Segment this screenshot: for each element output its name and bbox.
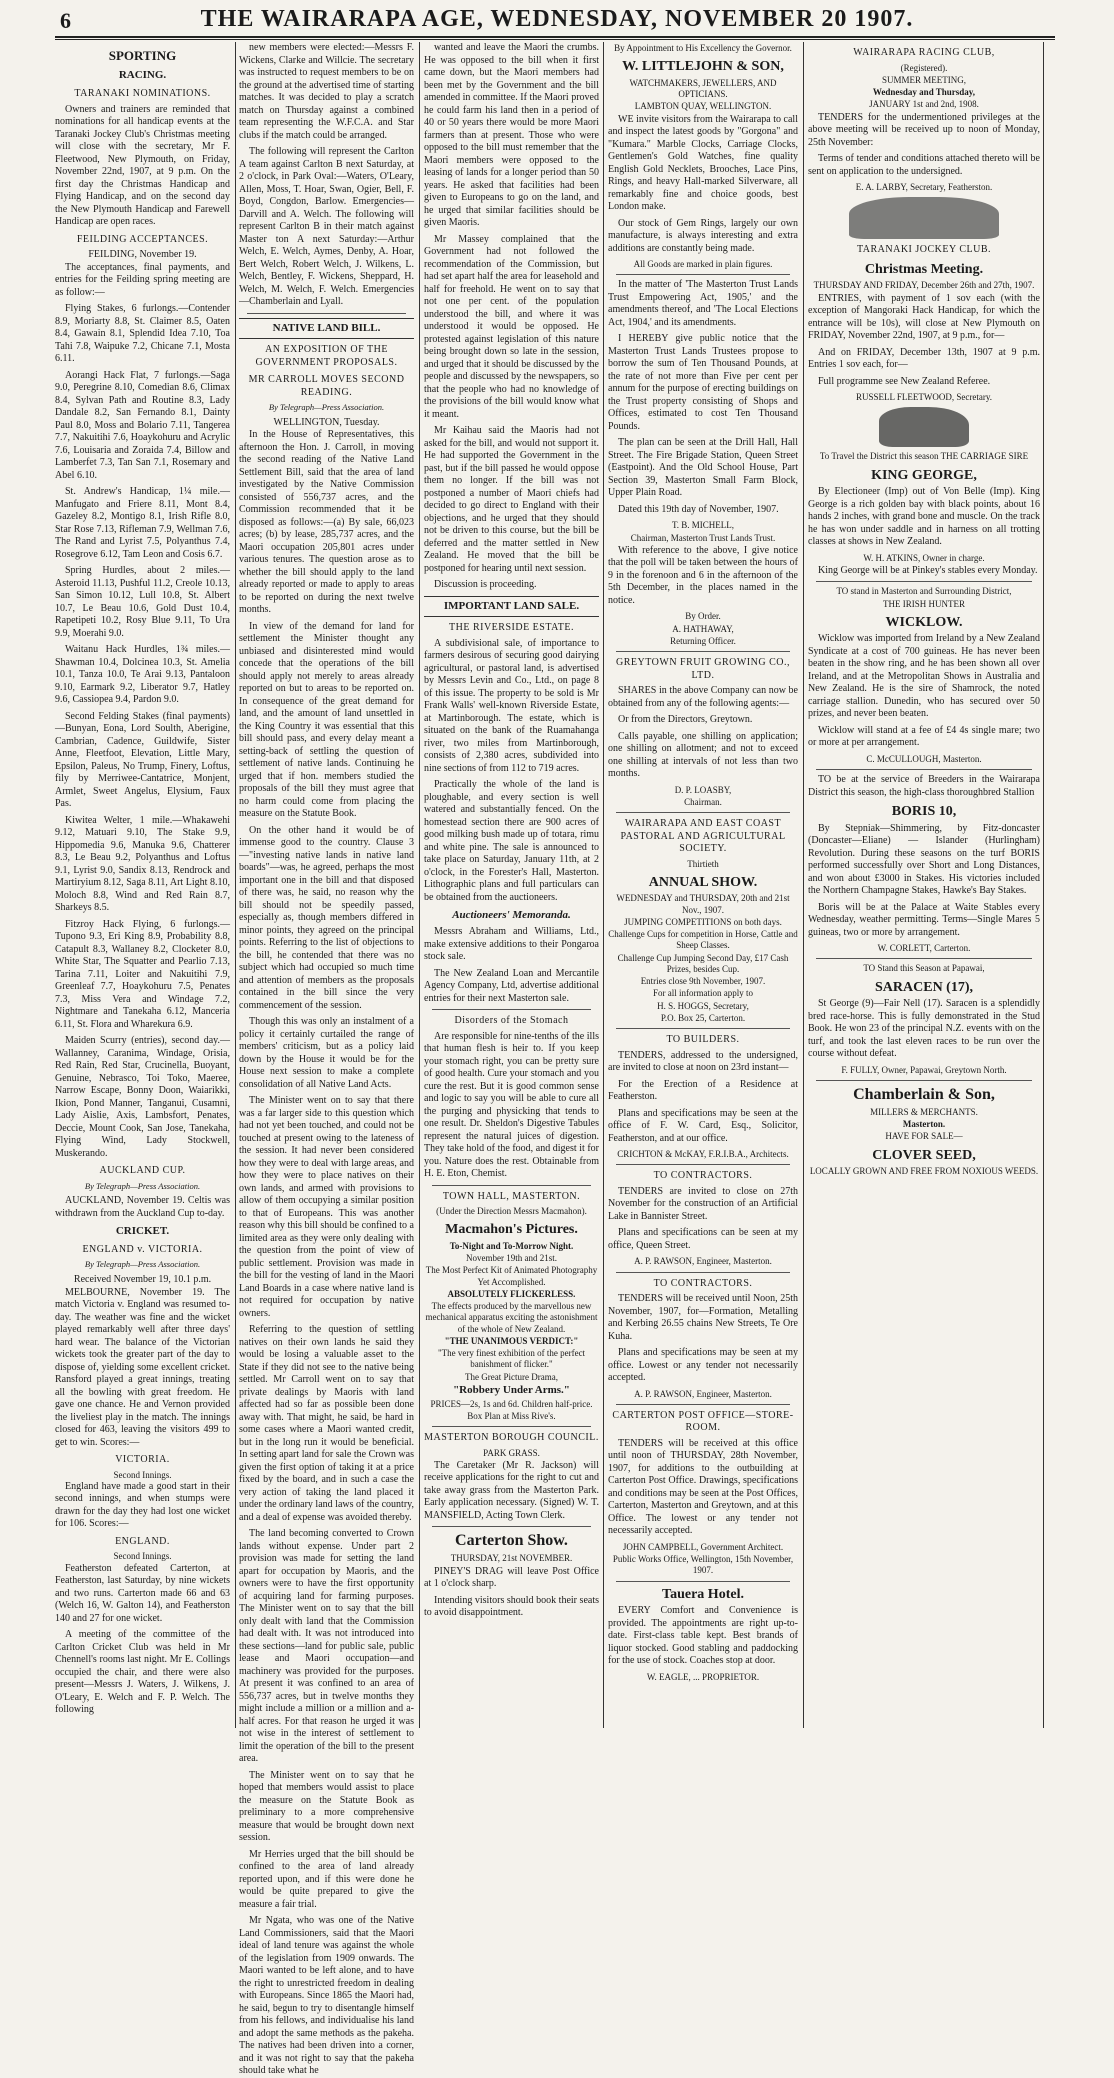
paragraph: Full programme see New Zealand Referee. [818, 375, 991, 387]
ad-text: Public Works Office, Wellington, 15th November, 1907. [612, 1554, 794, 1576]
horse-illustration [879, 407, 969, 447]
paragraph: King George will be at Pinkey's stables every Monday. [818, 564, 1038, 576]
paragraph: I HEREBY give public notice that the Masterton Trust Lands Trustees propose to borrow the sum of Ten Thousand Pounds, at the rate of not more than Five per cent per annum for the purpose of erecting buildings on the Trust property consisting of Shops and Offices, estimated to cost Ten Thousand Pounds. [608, 333, 798, 432]
ad-text: (Under the Direction Messrs Macmahon). [436, 1206, 587, 1216]
ad-title: CLOVER SEED, [872, 1147, 976, 1163]
ad-text: HAVE FOR SALE— [885, 1131, 963, 1142]
ad-title: Tauera Hotel. [662, 1586, 744, 1602]
ad-text: November 19th and 21st. [466, 1253, 557, 1263]
signature: H. S. HOGGS, Secretary, [657, 1000, 749, 1011]
ad-heading: WAIRARAPA AND EAST COAST PASTORAL AND AGRICULTURAL SOCIETY. [620, 818, 786, 854]
ad-text: Thirtieth [687, 858, 719, 869]
ad-heading: TO CONTRACTORS. [653, 1277, 753, 1289]
paragraph: In the House of Representatives, this afternoon the Hon. J. Carroll, in moving the second reading of the Native Land Settlement Bill, said that the area of land investigated by the Native Commission consisted of 556,737 acres, and the Commission recommended that it be disposed as follows:—(a) By sale, 66,023 acres; (b) by lease, 285,737 acres, and the Maori occupation 205,801 acres under various tenures. The question arose as to whether the bill should apply to the land already reported or made to apply to areas to be reported on during the next twelve months. [239, 429, 414, 616]
column-rule [603, 42, 604, 1728]
paragraph: SHARES in the above Company can now be obtained from any of the following agents:— [608, 685, 798, 709]
signature: Chairman. [684, 796, 722, 807]
paragraph: Plans and specifications can be seen at my office, Queen Street. [608, 1227, 798, 1251]
ad-title: Chamberlain & Son, [853, 1085, 995, 1103]
paragraph: Wicklow will stand at a fee of £4 4s single mare; two or more at per arrangement. [808, 724, 1040, 749]
paragraph: The plan can be seen at the Drill Hall, Hall Street. The Fire Brigade Station, Queen Street (Eastpoint). And the Old School House, Part Section 39, Masterton Small Farm Block, Upper Plain Road. [608, 437, 798, 499]
paragraph: wanted and leave the Maori the crumbs. He was opposed to the bill when it first came down, but the Maori members had been met by the Government and the bill amended in committee. If the Maori proved he could farm his land then in a period of 40 or 50 years there would be more Maori farmers than at present. Those who were opposed to the bill must remember that the Maori members were opposed to the leasing of lands for a longer period than 50 years. He asked that facilities had been given to Europeans to go on the land, and he urged that similar facilities should be given Maoris. [424, 42, 599, 228]
paragraph: Calls payable, one shilling on application; one shilling on allotment; and not to exceed one shilling at intervals of not less than two months. [608, 730, 798, 779]
masthead-rule [55, 36, 1055, 38]
paragraph: Mr Massey complained that the Government had not followed the recommendation of the Commission, but had set apart half the area for leasehold and half for freehold. He went on to say that not one per cent. of the population understood the bill, and where it was understood it would be opposed. He protested against legislation of this nature being brought down so late in the session, and urged that it should be discussed by the people and discussed by the newspapers, so that the people who had no knowledge of the provisions of the bill would know what it meant. [424, 233, 599, 420]
subheading: AN EXPOSITION OF THE GOVERNMENT PROPOSALS. [255, 344, 398, 368]
column-land-sale [424, 42, 599, 1728]
paragraph: The Caretaker (Mr R. Jackson) will receive applications for the right to cut and take away grass from the Masterton Park. Early application necessary. (Signed) W. T. MANSFIELD, Acting Town Clerk. [424, 1459, 599, 1521]
ad-text: The effects produced by the marvellous new mechanical apparatus exciting the astonishment of the whole of New Zealand. [425, 1301, 598, 1334]
divider [616, 1028, 790, 1029]
signature: T. B. MICHELL, [671, 520, 735, 531]
ad-heading: TARANAKI JOCKEY CLUB. [856, 244, 992, 256]
column-rule [1043, 42, 1044, 1728]
ad-text: "Robbery Under Arms." [453, 1383, 570, 1396]
team-heading: ENGLAND. [115, 1535, 170, 1547]
paragraph: WE invite visitors from the Wairarapa to call and inspect the latest goods by "Gorgona" and "Kumara." Marble Clocks, Carriage Clocks, Gentlemen's Gold Watches, fine quality English Gold Necklets, Brooches, Lace Pins, Rings, and heavy Hall-marked Silverware, all remarkably fine and choice goods, best London make. [608, 113, 798, 212]
paragraph: St George (9)—Fair Nell (17). Saracen is a splendidly bred race-horse. This is fully demonstrated in the Stud Book. He won 23 of the principal N.Z. events with on the turf, and took the last eleven races to be run over the course without defeat. [808, 998, 1040, 1059]
ad-heading: MASTERTON BOROUGH COUNCIL. [424, 1432, 599, 1443]
ad-title: W. LITTLEJOHN & SON, [622, 59, 784, 75]
paragraph: By Electioneer (Imp) out of Von Belle (Imp). King George is a rich golden bay with black points, about 16 hands 2 inches, with grand bone and muscle. On the track he has won under saddle and in harness on all trotting classes at shows in New Zealand. [808, 486, 1040, 547]
column-rule [803, 42, 804, 1728]
ad-text: Challenge Cups for competition in Horse, Cattle and Sheep Classes. [608, 929, 798, 951]
divider [816, 1080, 1032, 1081]
paragraph: Maiden Scurry (entries), second day.—Wallanney, Caranima, Windage, Orisia, Red Rain, Red Star, Crucinella, Buoyant, Genuine, Nebrasco, Toi Toko, Maeree, Narrow Escape, Bonny Doon, Waiarikki, Ikion, Pond Manner, Tanganui, Cusamni, Lady Aislie, Axis, Lambsfort, Penates, Deccie, Mount Cook, San Jose, Tanekaha, Flying Wind, Lady Stockwell, Muskerando. [55, 1035, 230, 1159]
innings-label: Second Innings. [113, 1469, 172, 1480]
subheading: CRICKET. [115, 1225, 170, 1238]
paragraph: The Minister went on to say that he hoped that members would assist to place the measure on the Statute Book as preliminary to a more comprehensive measure that would be brought down next session. [239, 1769, 414, 1844]
paragraph: A subdivisional sale, of importance to farmers desirous of securing good dairying agricultural, or pastoral land, is advertised by Messrs Levin and Co., Ltd., on page 8 of this issue. The property to be sold is Mr Frank Walls' well-known Riverside Estate, at Martinborough. The estate, which is situated on the bank of the Ruamahanga river, two miles from Martinborough, consists of 2,380 acres, subdivided into nine sections of from 112 to 719 acres. [424, 637, 599, 774]
divider [616, 1404, 790, 1405]
signature: P.O. Box 25, Carterton. [660, 1012, 746, 1023]
article-heading: IMPORTANT LAND SALE. [424, 596, 599, 618]
newspaper-title: THE WAIRARAPA AGE, WEDNESDAY, NOVEMBER 20 1907. [200, 6, 914, 32]
ad-text: "The very finest exhibition of the perfect banishment of flicker." [437, 1348, 586, 1370]
article-heading: NATIVE LAND BILL. [239, 318, 414, 340]
ad-text: JANUARY 1st and 2nd, 1908. [869, 99, 979, 110]
paragraph: EVERY Comfort and Convenience is provided. The appointments are right up-to-date. First-class table kept. Best brands of liquor stocked. Good stabling and paddocking for the use of stock. Coaches stop at door. [608, 1605, 798, 1666]
ad-title: ANNUAL SHOW. [648, 874, 758, 890]
ad-title: KING GEORGE, [871, 467, 977, 483]
paragraph: Practically the whole of the land is ploughable, and every section is well watered and substantially fenced. On the homestead section there are 900 acres of good milking bush made up of totara, rimu and white pine. The sale is announced to take place on Saturday, January 11th, at 2 o'clock, in the Forester's Hall, Masterton. Lithographic plans and full particulars can be obtained from the auctioneers. [424, 779, 599, 903]
paragraph: The following will represent the Carlton A team against Carlton B next Saturday, at 2 o'clock, in Park Oval:—Waters, O'Leary, Allen, Moss, T. Hoar, Swan, Ogier, Bell, F. Boyd, Congdon, Barlow. Emergencies—Darvill and A. Welch. The following will represent Carlton B in their match against Master ton A next Saturday:—Arthur Welch, E. Welch, Aymes, Denby, A. Hoar, Bert Welch, Robert Welch, J. Wilkens, L. Welch, Bentley, F. Wickens, Sheppard, H. Welch, M. Welch, F. Welch. Emergencies—Chamberlain and Lyall. [239, 146, 414, 307]
article-heading: TARANAKI NOMINATIONS. [74, 88, 211, 99]
divider [816, 769, 1032, 770]
signature: A. P. RAWSON, Engineer, Masterton. [634, 1256, 772, 1267]
paragraph: Flying Stakes, 6 furlongs.—Contender 8.9, Moriarty 8.8, St. Claimer 8.5, Oaten 8.4, Gawain 8.1, Splendid Idea 7.10, Toa Tahi 7.8, Waipuke 7.2, Chicane 7.1, Mosta 6.11. [55, 303, 230, 364]
ad-text: JUMPING COMPETITIONS on both days. [624, 916, 782, 927]
byline: By Telegraph—Press Association. [84, 1180, 201, 1191]
signature: Chairman, Masterton Trust Lands Trust. [630, 532, 776, 543]
signature: C. McCULLOUGH, Masterton. [866, 753, 982, 764]
paragraph: TENDERS will be received at this office until noon of THURSDAY, 28th November, 1907, for additions to the outbuilding at Carterton Post Office. Drawings, specifications and conditions may be seen at the Post Offices, Carterton, Masterton and Greytown, and at this Office. The lowest or any tender not necessarily accepted. [608, 1437, 798, 1537]
paragraph: The New Zealand Loan and Mercantile Agency Company, Ltd, advertise additional entries for their next Masterton sale. [424, 967, 599, 1004]
byline: By Telegraph—Press Association. [268, 402, 385, 413]
divider [616, 812, 790, 813]
byline: By Telegraph—Press Association. [84, 1259, 201, 1270]
paragraph: Plans and specifications may be seen at my office. Lowest or any tender not necessarily accepted. [608, 1347, 798, 1383]
ad-text: For all information apply to [653, 988, 753, 999]
ad-text: All Goods are marked in plain figures. [633, 259, 773, 269]
paragraph: TO be at the service of Breeders in the Wairarapa District this season, the high-class thoroughbred Stallion [808, 774, 1040, 798]
paragraph: England have made a good start in their second innings, and when stumps were drawn for the day they had lost one wicket for 106. Scores:— [55, 1480, 230, 1530]
ad-text: THURSDAY, 21st NOVEMBER. [450, 1553, 573, 1564]
ad-heading: WAIRARAPA RACING CLUB, [853, 47, 995, 58]
paragraph: With reference to the above, I give notice that the poll will be taken between the hours of 9 in the forenoon and 6 in the afternoon of the 5th December, in the places named in the notice. [608, 544, 798, 606]
paragraph: new members were elected:—Messrs F. Wickens, Clarke and Willcie. The secretary was instructed to request members to be on the ground at the advertised time of starting matches. It was decided to play a scratch match on Thursday against a combined team representing the W.F.C.A. and Star clubs if the match could be arranged. [239, 42, 414, 141]
ad-text: The Most Perfect Kit of Animated Photography Yet Accomplished. [425, 1265, 598, 1287]
ad-text: Box Plan at Miss Rive's. [467, 1410, 556, 1421]
paragraph: Our stock of Gem Rings, largely our own manufacture, is always interesting and extra additions are constantly being made. [608, 217, 798, 254]
paragraph: Though this was only an instalment of a policy it certainly curtailed the range of members' criticism, but as a policy laid down by the House it would be for the House next session to make a complete consolidation of all Native Land Acts. [239, 1016, 414, 1090]
paragraph: Plans and specifications may be seen at the office of F. W. Card, Esq., Solicitor, Featherston, and at our office. [608, 1107, 798, 1144]
signature: W. CORLETT, Carterton. [877, 943, 971, 953]
article-heading: ENGLAND v. VICTORIA. [82, 1243, 203, 1255]
ad-text: ABSOLUTELY FLICKERLESS. [447, 1288, 576, 1299]
ad-text: WEDNESDAY and THURSDAY, 20th and 21st Nov., 1907. [616, 893, 790, 915]
ad-heading: GREYTOWN FRUIT GROWING CO., LTD. [616, 657, 790, 681]
ad-heading: Disorders of the Stomach [454, 1015, 569, 1026]
divider [247, 313, 406, 314]
innings-label: Second Innings. [113, 1551, 172, 1562]
paragraph: Are responsible for nine-tenths of the ills that human flesh is heir to. If you keep your stomach right, you can be pretty sure of good health. Cure your stomach and you cure the rest. But it is good common sense and logic to say you will be able to cure all the purging and physicking that tends to one result. Dr. Sheldon's Digestive Tabules represent the natural juices of digestion. They take hold of the food, and digest it for you. Nature does the rest. Obtainable from H. E. Eton, Chemist. [424, 1030, 599, 1179]
ad-heading: TO CONTRACTORS. [653, 1170, 753, 1182]
team-heading: VICTORIA. [115, 1454, 170, 1465]
ad-text: "THE UNANIMOUS VERDICT:" [444, 1335, 579, 1346]
paragraph: Second Felding Stakes (final payments)—Bunyan, Eona, Lord Soulth, Aberigine, Cambrian, Cadence, Guildwife, Sister Anne, Fleetfoot, Elevation, Little Mary, Epsilon, Paleus, No Trump, Finery, Loftus, fily by Merriwee-Cantatrice, Monjent, Armlet, Sweet Angelus, Elysium, Faux Pas. [55, 710, 230, 809]
column-rule [419, 42, 420, 1728]
ad-text: By Appointment to His Excellency the Governor. [614, 43, 792, 53]
ad-title: Macmahon's Pictures. [445, 1222, 578, 1238]
signature: JOHN CAMPBELL, Government Architect. [622, 1541, 784, 1552]
ad-text: THE IRISH HUNTER [883, 598, 965, 609]
ad-text: MILLERS & MERCHANTS. [870, 1106, 978, 1117]
ad-text: PRICES—2s, 1s and 6d. Children half-price. [430, 1398, 593, 1409]
paragraph: Kiwitea Welter, 1 mile.—Whakawehi 9.12, Matuari 9.10, The Stake 9.9, Hippomedia 9.6, Manuka 9.6, Chatterer 8.3, Le Beau 9.2, Polyanthus and Loftus 9.1, Lyrist 9.0, Sandix 8.13, Rendrock and Martiryium 8.12, Saga 8.11, Art Light 8.10, Moloch 8.8, Wind and Red Rain 8.7, Sharkeys 8.5. [55, 814, 230, 913]
column-rule [235, 42, 236, 1728]
paragraph: For the Erection of a Residence at Featherston. [608, 1078, 798, 1102]
divider [432, 1009, 591, 1010]
paragraph: Boris will be at the Palace at Waite Stables every Wednesday, weather permitting. Terms—Single Mares 5 guineas, two or more by arrangement. [808, 901, 1040, 938]
ad-heading: TO BUILDERS. [666, 1034, 740, 1045]
ad-text: To Travel the District this season THE CARRIAGE SIRE [819, 451, 1029, 462]
masthead-rule-thin [55, 39, 1055, 40]
paragraph: Intending visitors should book their seats to avoid disappointment. [424, 1594, 599, 1618]
signature: W. EAGLE, ... PROPRIETOR. [646, 1671, 760, 1682]
paragraph: In the matter of 'The Masterton Trust Lands Trust Empowering Act, 1905,' and the amendments thereof, and 'The Local Elections Act, 1904,' and its amendments. [608, 279, 798, 328]
ad-text: Challenge Cup Jumping Second Day, £17 Cash Prizes, besides Cup. [617, 952, 789, 974]
divider [432, 1526, 591, 1527]
divider [432, 1426, 591, 1427]
divider [616, 1581, 790, 1582]
paragraph: In view of the demand for land for settlement the Minister thought any unbiased and disinterested mind would concede that the operations of the bill should apply not merely to areas already reported on but to areas to be reported on. In consequence of the great demand for land, and the amount of land unsettled in the King Country it was essential that this bill should pass, and every delay meant a setting-back of settling the question of settlement of native lands. Continuing he urged that if hon. members studied the proposals of the bill they must agree that no harm could come from placing the measure on the Statute Book. [239, 620, 414, 820]
subheading: RACING. [118, 69, 167, 82]
paragraph: PINEY'S DRAG will leave Post Office at 1 o'clock sharp. [424, 1565, 599, 1589]
paragraph: The land becoming converted to Crown lands without expense. Under part 2 provision was made for setting the land apart for occupation by Maoris, and the owners were to have the first opportunity of acquiring land for farming purposes. The Minister went on to say that the bill only dealt with land that the Commission had dealt with. It was not introduced into these sections—land for public sale, public lease and Maori occupation—and machinery was provided for the purposes. At present it was confined to an area of 556,737 acres, but in twelve months they might include a million or a million and a-half acres. For that reason he urged it was not wise in the interest of settlement to limit the operation of the bill to the present area. [239, 1528, 414, 1765]
signature: A. HATHAWAY, [672, 623, 734, 634]
ad-heading: TOWN HALL, MASTERTON. [442, 1190, 581, 1202]
paragraph: Messrs Abraham and Williams, Ltd., make extensive additions to their Pongaroa stock sale. [424, 926, 599, 962]
subheading: THE RIVERSIDE ESTATE. [449, 622, 574, 634]
ad-text: By Order. [685, 611, 721, 622]
paragraph: Owners and trainers are reminded that nominations for all handicap events at the Taranaki Jockey Club's Christmas meeting will close with the secretary, Mr F. Fleetwood, New Plymouth, on Friday, November 22nd, 1907, at 9 p.m. On the first day the Christmas Handicap and Flying Handicap, and on the second day the New Plymouth Handicap and Farewell Handicap are open races. [55, 103, 230, 227]
paragraph: Dated this 19th day of November, 1907. [618, 503, 779, 515]
signature: A. P. RAWSON, Engineer, Masterton. [634, 1388, 772, 1399]
column-ads-2 [808, 42, 1040, 1728]
paragraph: TENDERS, addressed to the undersigned, are invited to close at noon on 23rd instant— [608, 1049, 798, 1073]
signature: E. A. LARBY, Secretary, Featherston. [855, 182, 993, 192]
paragraph: MELBOURNE, November 19. The match Victoria v. England was resumed to-day. The weather was fine and the wicket played remarkably well after three days' hard wear. The balance of the Victorian wickets took the greater part of the day to dispose of, yielding some excellent cricket. Ransford played a great innings, treating all the bowling with great freedom. He gave one chance. He and Vernon provided the liveliest play in the match. The innings closed for 463, leaving the visitors 499 to get to win. Scores:— [55, 1286, 230, 1448]
divider [616, 1272, 790, 1273]
paragraph: Spring Hurdles, about 2 miles.—Asteroid 11.13, Pushful 11.2, Creole 10.13, San Simon 10.12, Lull 10.8, St. Albert 10.7, Le Beau 10.6, Gold Dust 10.4, Rapetipeti 10.2, Rosy Blue 9.11, To Ura 9.9, Moerahi 9.0. [55, 565, 230, 639]
article-heading: FEILDING ACCEPTANCES. [76, 233, 209, 245]
ad-text: Masterton. [902, 1119, 946, 1129]
paragraph: On the other hand it would be of immense good to the country. Clause 3—"investing native lands in native land boards"—was, he agreed, perhaps the most important one in the bill and that disposed of there was, he said, no reason why the bill should not be speedily passed, especially as, though members differed in minor points, they agreed on the principal points. Referring to the list of objections to the bill, he contended that there was no subject which had occupied so much time and attention of members as the proposals contained in the bill since the very commencement of the session. [239, 824, 414, 1011]
ad-text: LAMBTON QUAY, WELLINGTON. [634, 101, 772, 112]
paragraph: Terms of tender and conditions attached thereto will be sent on application to the undersigned. [808, 153, 1040, 177]
page-number: 6 [60, 8, 71, 33]
divider [616, 274, 790, 275]
ad-text: Entries close 9th November, 1907. [640, 976, 766, 986]
ad-text: WATCHMAKERS, JEWELLERS, AND OPTICIANS. [629, 77, 777, 99]
article-heading: AUCKLAND CUP. [99, 1165, 186, 1176]
paragraph: TENDERS will be received until Noon, 25th November, 1907, for—Formation, Metalling and Kerbing 26.55 chains New Streets, Te Ore Kuha. [608, 1293, 798, 1342]
signature: D. P. LOASBY, [674, 784, 732, 795]
column-sporting [55, 42, 230, 1728]
signature: F. FULLY, Owner, Papawai, Greytown North. [841, 1064, 1007, 1075]
divider [816, 958, 1032, 959]
paragraph: A meeting of the committee of the Carlton Cricket Club was held in Mr Chennell's rooms last night. Mr E. Collings occupied the chair, and there were also present—Messrs J. Waters, J. Wilkens, J. O'Leary, E. Welch and F. P. Welch. The following [55, 1629, 230, 1715]
paragraph: St. Andrew's Handicap, 1¼ mile.—Manfugato and Friere 8.11, Mont 8.4, Gazeley 8.2, Montigo 8.1, Irish Rifle 8.0, Star Rose 7.13, Rifleman 7.9, Wellman 7.6, The Rand and Lyrist 7.5, Polyanthus 7.4, Rosegrove 6.12, Tam Leon and Cosis 6.7. [55, 486, 230, 560]
ad-title: WICKLOW. [885, 614, 963, 630]
divider [616, 651, 790, 652]
ad-title: Christmas Meeting. [864, 261, 984, 277]
ad-text: (Registered). [900, 62, 948, 73]
ad-text: TO stand in Masterton and Surrounding District, [836, 586, 1012, 597]
paragraph: TENDERS are invited to close on 27th November for the construction of an Artificial Lake in Bannister Street. [608, 1185, 798, 1222]
signature: Returning Officer. [670, 635, 736, 646]
divider [816, 581, 1032, 582]
signature: RUSSELL FLEETWOOD, Secretary. [855, 392, 993, 402]
paragraph: The acceptances, final payments, and entries for the Feilding spring meeting are as follow:— [55, 261, 230, 298]
ad-heading: CARTERTON POST OFFICE—STORE-ROOM. [612, 1409, 794, 1434]
section-heading: SPORTING [108, 48, 177, 63]
paragraph: Waitanu Hack Hurdles, 1¾ miles.—Shawman 10.4, Dolcinea 10.3, St. Amelia 10.1, Tanza 10.0, Te Arai 9.13, Pantaloon 9.10, Earmark 9.2, Liberator 9.7, Hatley 9.6, Cassiopea 9.4, Pardon 9.0. [55, 644, 230, 705]
signature: W. H. ATKINS, Owner in charge. [863, 552, 985, 563]
dateline: WELLINGTON, Tuesday. [273, 416, 380, 428]
subheading: MR CARROLL MOVES SECOND READING. [248, 374, 405, 398]
paragraph: TENDERS for the undermentioned privileges at the above meeting will be received up to noon of Monday, 25th November: [808, 111, 1040, 148]
paragraph: Mr Ngata, who was one of the Native Land Commissioners, said that the Maori ideal of land tenure was against the whole of the legislation from 1909 onwards. The Maori wanted to be left alone, and to have the right to unrestricted freedom in dealing with Europeans. Since 1865 the Maori had, he said, begun to try to disentangle himself from his fellows, and individualise his land and adopt the same methods as the pakeha. The natives had been driven into a corner, and it was not right to say that the pakeha should take what he [239, 1915, 414, 2077]
paragraph: Aorangi Hack Flat, 7 furlongs.—Saga 9.0, Peregrine 8.10, Comedian 8.6, Climax 8.4, Sylvan Path and Routine 8.3, Lady Dandale 8.2, San Fernando 8.1, Dainty Paul 8.0, Moss and Bolario 7.11, Tangerea 7.7, Nakuitihi 7.6, Hoaykohuru and Acrylic 7.6, Louisaria and Zoraida 7.4, Billow and Lamberfet 7.3, Tan San 7.1, Rosemary and Abel 6.10. [55, 369, 230, 481]
paragraph: Mr Kaihau said the Maoris had not asked for the bill, and would not support it. He had supported the Government in the past, but if the bill passed he would oppose them no longer. If the bill was not postponed a number of Maori chiefs had decided to go direct to England with their objections, and he urged that they should not be driven to this course, but the bill be deferred and the matter settled in New Zealand. He moved that the bill be postponed for hearing until next session. [424, 425, 599, 574]
ad-title: BORIS 10, [891, 804, 957, 819]
paragraph: Wicklow was imported from Ireland by a New Zealand Syndicate at a cost of 700 guineas. He has never been beaten in the show ring, and he has been shown all over Ireland, and at the Metropolitan Shows in Australia and New Zealand. He is the sire of Shamrock, the noted carriage stallion. Dunedin, who has secured over 50 prizes, and never been beaten. [808, 633, 1040, 720]
ad-text: The Great Picture Drama, [465, 1371, 558, 1382]
article-heading: Auctioneers' Memoranda. [452, 909, 571, 922]
race-horses-illustration [849, 197, 999, 239]
paragraph: Featherston defeated Carterton, at Featherston, last Saturday, by nine wickets and two runs. Carterton made 66 and 63 (Welch 16, W. Galton 14), and Featherston 140 and 27 for one wicket. [55, 1562, 230, 1624]
ad-text: To-Night and To-Morrow Night. [449, 1240, 574, 1251]
paragraph: Discussion is proceeding. [434, 579, 537, 590]
signature: CRICHTON & McKAY, F.R.I.B.A., Architects. [617, 1149, 789, 1159]
column-ads-1 [608, 42, 798, 1728]
divider [432, 1185, 591, 1186]
ad-text: THURSDAY AND FRIDAY, December 26th and 27th, 1907. [813, 280, 1035, 291]
dateline: FEILDING, November 19. [88, 249, 197, 260]
ad-text: SUMMER MEETING, [881, 74, 966, 85]
masthead [0, 4, 1114, 34]
paragraph: The Minister went on to say that there was a far larger side to this question which had not yet been touched, and could not be touched at present owing to the lateness of the session. It had never been considered how they were to deal with large areas, and how they were to place natives on their own lands, and armed with provisions to allow of them occupying a similar position to that of Europeans. This was another reason why this bill should be confined to a limited area as they were only dealing with the question from the point of view of public settlement. Provision was made in the bill for the vesting of land in the Maori Land Boards in a case where native land is not required for occupation by native owners. [239, 1095, 414, 1319]
ad-text: Wednesday and Thursday, [872, 87, 976, 97]
ad-title: Carterton Show. [455, 1532, 568, 1550]
column-native-land [239, 42, 414, 2077]
ad-text: PARK GRASS. [483, 1447, 540, 1458]
ad-text: LOCALLY GROWN AND FREE FROM NOXIOUS WEEDS. [809, 1166, 1039, 1176]
paragraph: Fitzroy Hack Flying, 6 furlongs.—Tupono 9.3, Eri King 8.9, Probability 8.8, Catapult 8.3, Wallaney 8.2, Clocketer 8.0, White Star, The Squatter and Pearlio 7.13, Tarina 7.11, Loiter and Nakuitihi 7.9, Greenleaf 7.7, Hoaykohuru 7.5, Penates 7.3, Miss Vera and Windage 7.2, Nightmare and Tanekaha 6.12, Manceria 6.11, St. Flora and Wharekura 6.9. [55, 918, 230, 1030]
paragraph: Referring to the question of settling natives on their own lands he said they would be losing a valuable asset to the State if they did not see to the native being settled. Mr Carroll went on to say that private dealings by Maoris with land affected had so far as possible been done away with. That might, he said, be hard in some cases where a Maori wanted credit, but in the long run it would be beneficial. In setting apart land for sale the Crown was given the first option of taking it at a price fixed by the board, and in such a case the very action of taking the land placed it under the ordinary land laws of the country, and a deal of expense was avoided thereby. [239, 1324, 414, 1523]
dateline: Received November 19, 10.1 p.m. [73, 1274, 212, 1285]
paragraph: Mr Herries urged that the bill should be confined to the area of land already reported upon, and if this were done he would be quite prepared to give the measure a fair trial. [239, 1848, 414, 1910]
paragraph: And on FRIDAY, December 13th, 1907 at 9 p.m. Entries 1 sov each, for— [808, 346, 1040, 370]
ad-title: SARACEN (17), [875, 979, 973, 995]
paragraph: By Stepniak—Shimmering, by Fitz-doncaster (Doncaster—Eliane) — Islander (Hurlingham) Revolution. During these seasons on the turf BORIS performed successfully over Short and Long Distances, and won about £3000 in Stakes. His victories included the Northern Champagne Stakes, Hawke's Bay Stakes. [808, 822, 1040, 896]
ad-text: TO Stand this Season at Papawai, [863, 963, 985, 974]
paragraph: ENTRIES, with payment of 1 sov each (with the exception of Mangoraki Hack Handicap, for which the entrance will be 10s), will close at New Plymouth on FRIDAY, November 22nd, 1907, at 9 p.m., for— [808, 292, 1040, 341]
divider [616, 1164, 790, 1165]
paragraph: AUCKLAND, November 19. Celtis was withdrawn from the Auckland Cup to-day. [55, 1195, 230, 1219]
paragraph: Or from the Directors, Greytown. [618, 714, 753, 725]
